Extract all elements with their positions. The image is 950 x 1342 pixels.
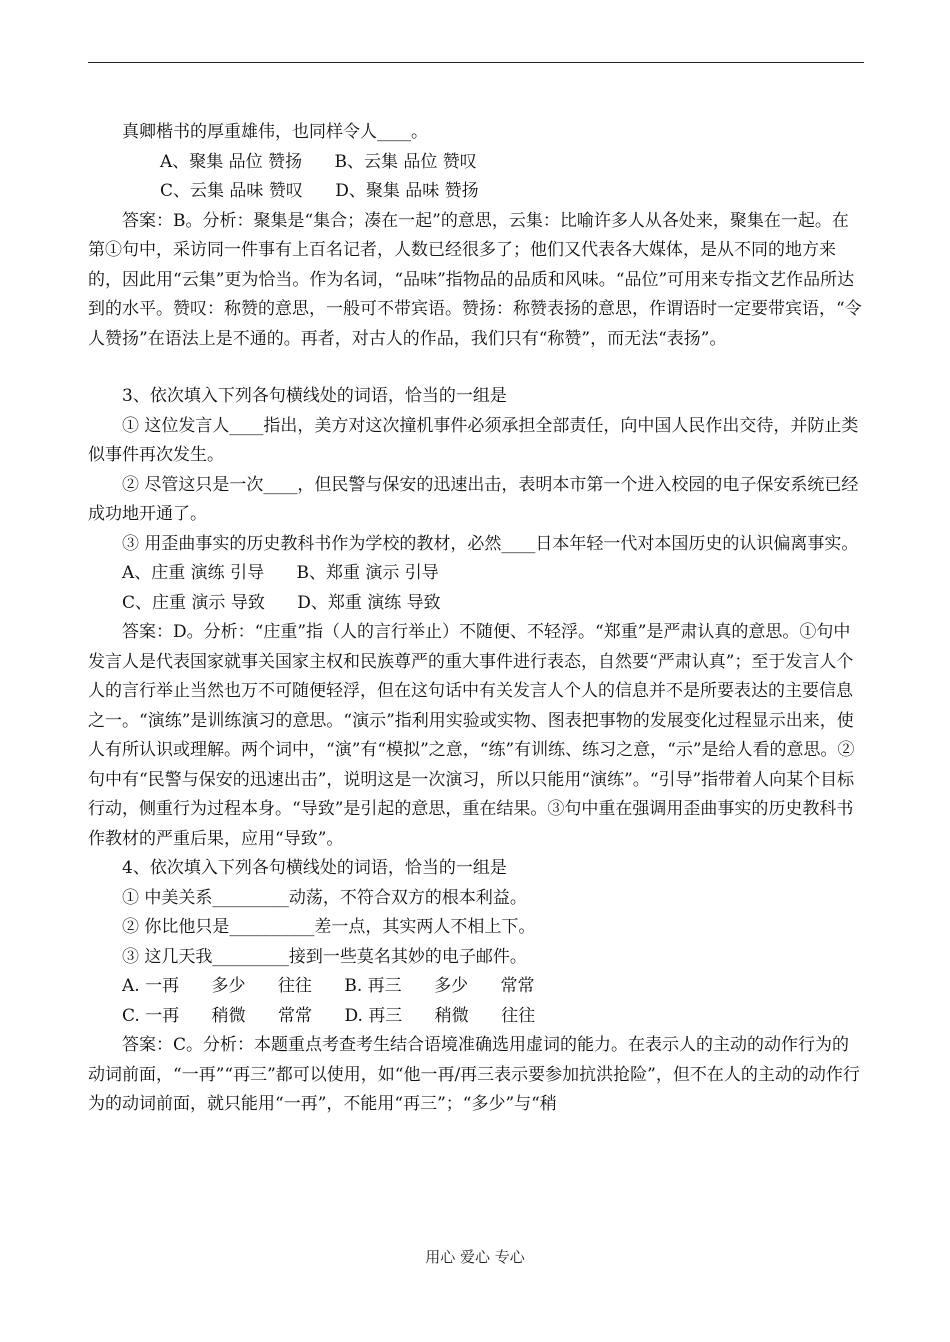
q3-answer: 答案：D。分析：“庄重”指（人的言行举止）不随便、不轻浮。“郑重”是严肃认真的意思。①句中发言人是代表国家就事关国家主权和民族尊严的重大事件进行表态，自然要“严肃认真”；至于发言人个人的言行举止当然也万不可随便轻浮，但在这句话中有关发言人个人的信息并不是所要表达的主要信息之一。“演练”是训练演习的意思。“演示”指利用实验或实物、图表把事物的发展变化过程显示出来，使人有所认识或理解。两个词中，“演”有“模拟”之意，“练”有训练、练习之意，“示”是给人看的意思。②句中有“民警与保安的迅速出击”，说明这是一次演习，所以只能用“演练”。“引导”指带着人向某个目标行动，侧重行为过程本身。“导致”是引起的意思，重在结果。③句中重在强调用歪曲事实的历史教科书作教材的严重后果，应用“导致”。 <box>88 622 855 849</box>
q3-title: 3、依次填入下列各句横线处的词语，恰当的一组是 <box>122 386 507 406</box>
q4-sentence-2: ② 你比他只是__________差一点，其实两人不相上下。 <box>122 917 536 937</box>
q2-sentence-end: 真卿楷书的厚重雄伟，也同样令人____。 <box>122 122 428 142</box>
q3-option-line-1: A、庄重 演练 引导 B、郑重 演示 引导 <box>122 563 439 583</box>
q4-sentence-1: ① 中美关系_________动荡，不符合双方的根本利益。 <box>122 887 527 908</box>
q3-sentence-2: ② 尽管这只是一次____，但民警与保安的迅速出击，表明本市第一个进入校园的电子保安系统已经成功地开通了。 <box>88 474 859 524</box>
document-body <box>88 118 864 1120</box>
q4-option-line-2: C. 一再 稍微 常常 D. 再三 稍微 往往 <box>122 1005 536 1026</box>
header-rule <box>88 62 864 63</box>
q2-answer: 答案：B。分析：聚集是“集合；凑在一起”的意思，云集：比喻许多人从各处来，聚集在一起。在第①句中，采访同一件事有上百名记者，人数已经很多了；他们又代表各大媒体，是从不同的地方来的，因此用“云集”更为恰当。作为名词，“品味”指物品的品质和风味。“品位”可用来专指文艺作品所达到的水平。赞叹：称赞的意思，一般可不带宾语。赞扬：称赞表扬的意思，作谓语时一定要带宾语，“令人赞扬”在语法上是不通的。再者，对古人的作品，我们只有“称赞”，而无法“表扬”。 <box>88 210 862 349</box>
q4-option-line-1: A. 一再 多少 往往 B. 再三 多少 常常 <box>122 976 535 996</box>
q3-sentence-3: ③ 用歪曲事实的历史教科书作为学校的教材，必然____日本年轻一代对本国历史的认识偏离事实。 <box>122 533 859 554</box>
q3-option-line-2: C、庄重 演示 导致 D、郑重 演练 导致 <box>122 592 441 613</box>
q4-title: 4、依次填入下列各句横线处的词语，恰当的一组是 <box>122 858 507 878</box>
paragraph-gap <box>88 354 864 382</box>
page-footer: 用心 爱心 专心 <box>425 1248 525 1266</box>
q2-option-line-2: C、云集 品味 赞叹 D、聚集 品味 赞扬 <box>160 181 479 201</box>
q3-sentence-1: ① 这位发言人____指出，美方对这次撞机事件必须承担全部责任，向中国人民作出交待，并防止类似事件再次发生。 <box>88 415 859 465</box>
q2-option-line-1: A、聚集 品位 赞扬 B、云集 品位 赞叹 <box>160 151 477 172</box>
q4-sentence-3: ③ 这几天我_________接到一些莫名其妙的电子邮件。 <box>122 946 527 967</box>
q4-answer: 答案：C。分析：本题重点考查考生结合语境准确选用虚词的能力。在表示人的主动的动作行为的动词前面，“一再”“再三”都可以使用，如“他一再/再三表示要参加抗洪抢险”，但不在人的主动的动作行为的动词前面，就只能用“一再”，不能用“再三”；“多少”与“稍 <box>88 1035 860 1114</box>
